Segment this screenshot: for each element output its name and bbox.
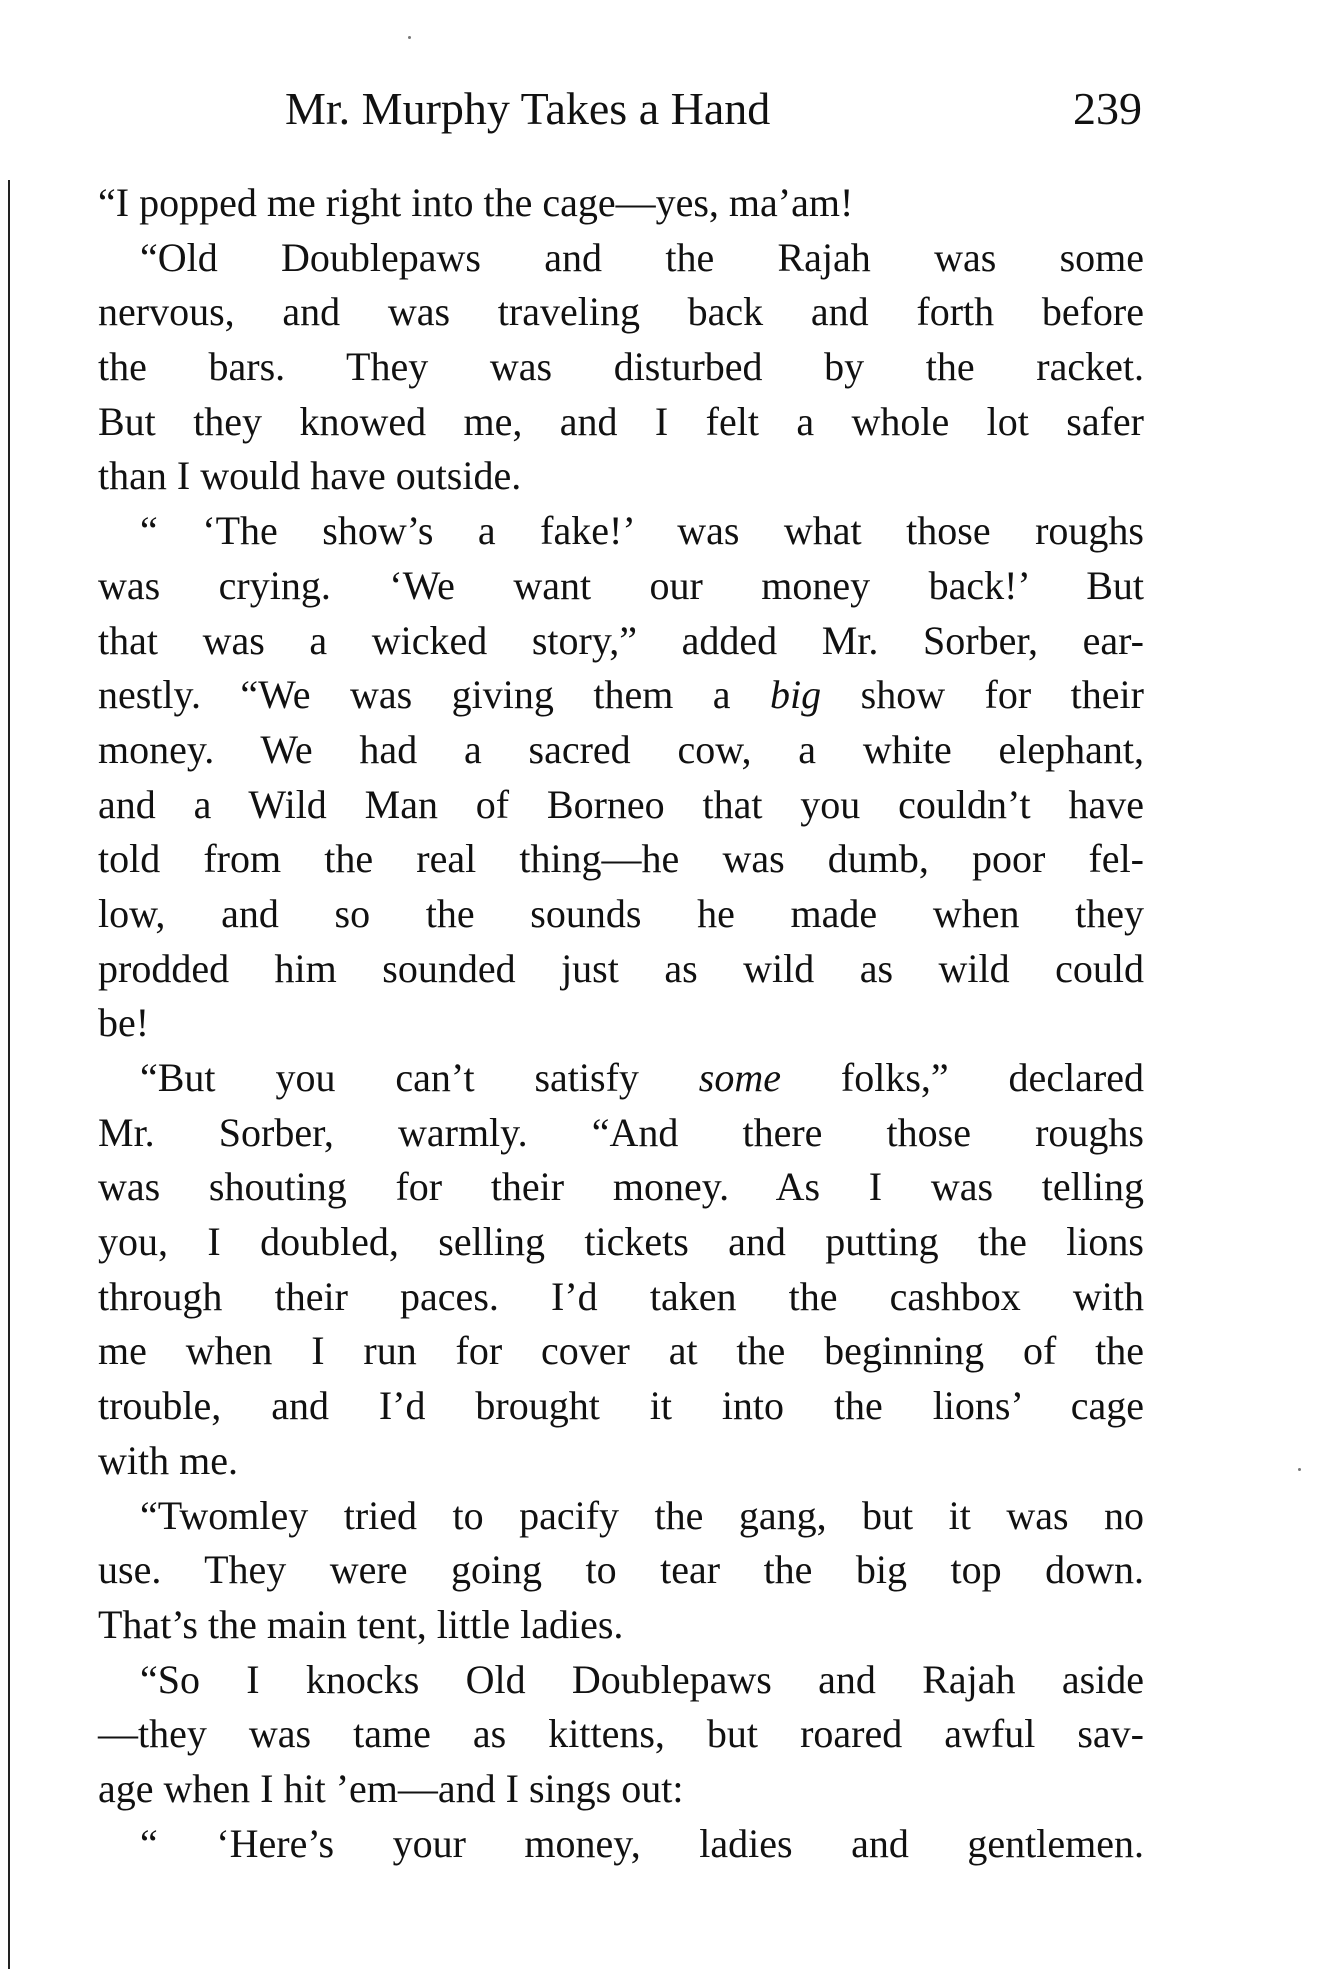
text-line: nervous, and was traveling back and forth before — [98, 289, 1144, 335]
text-segment: show for their — [821, 672, 1144, 718]
text-line: “I popped me right into the cage—yes, ma’am! — [98, 180, 854, 225]
text-line: prodded him sounded just as wild as wild could — [98, 945, 1144, 991]
text-line: trouble, and I’d brought it into the lions’ cage — [98, 1383, 1144, 1429]
text-line: “Twomley tried to pacify the gang, but it was no — [140, 1492, 1144, 1538]
text-line: through their paces. I’d taken the cashbox with — [98, 1273, 1144, 1319]
text-line: told from the real thing—he was dumb, poor fel- — [98, 836, 1144, 882]
text-segment: “But you can’t satisfy — [140, 1055, 699, 1100]
text-segment: folks,” declared — [781, 1055, 1145, 1100]
italic-word: some — [698, 1055, 782, 1100]
text-line: money. We had a sacred cow, a white elephant, — [98, 726, 1144, 772]
text-line: “Old Doublepaws and the Rajah was some — [140, 234, 1144, 280]
body-text — [98, 176, 1144, 1871]
page-number: 239 — [1073, 83, 1142, 134]
text-line: than I would have outside. — [98, 453, 522, 499]
text-line: use. They were going to tear the big top down. — [98, 1547, 1144, 1593]
text-line: be! — [98, 1000, 150, 1046]
running-head: Mr. Murphy Takes a Hand — [285, 83, 771, 134]
text-line — [98, 1051, 1144, 1106]
text-line: “ ‘The show’s a fake!’ was what those roughs — [140, 508, 1144, 554]
text-line: Mr. Sorber, warmly. “And there those roughs — [98, 1109, 1144, 1155]
text-line: low, and so the sounds he made when they — [98, 890, 1144, 936]
page-binding-edge — [8, 180, 10, 1969]
italic-word: big — [770, 672, 822, 718]
text-line: That’s the main tent, little ladies. — [98, 1601, 624, 1647]
text-line: with me. — [98, 1437, 238, 1483]
text-line: you, I doubled, selling tickets and putting the lions — [98, 1219, 1144, 1265]
text-line: age when I hit ’em—and I sings out: — [98, 1765, 684, 1811]
text-segment: nestly. “We was giving them a — [98, 672, 771, 718]
text-line: was shouting for their money. As I was telling — [98, 1164, 1144, 1210]
paper-speck — [1298, 1468, 1301, 1471]
text-line: was crying. ‘We want our money back!’ But — [98, 562, 1144, 608]
text-line: that was a wicked story,” added Mr. Sorber, ear- — [98, 617, 1144, 663]
text-line: me when I run for cover at the beginning of the — [98, 1328, 1144, 1374]
text-line: “ ‘Here’s your money, ladies and gentlemen. — [140, 1820, 1144, 1866]
text-line: —they was tame as kittens, but roared awful sav- — [98, 1711, 1144, 1757]
page-header — [100, 82, 1142, 142]
paper-speck — [408, 36, 411, 39]
text-line: “So I knocks Old Doublepaws and Rajah aside — [140, 1656, 1144, 1702]
text-line — [98, 668, 1144, 723]
text-line: But they knowed me, and I felt a whole lot safer — [98, 398, 1144, 444]
text-line: and a Wild Man of Borneo that you couldn’t have — [98, 781, 1144, 827]
text-line: the bars. They was disturbed by the racket. — [98, 344, 1144, 390]
